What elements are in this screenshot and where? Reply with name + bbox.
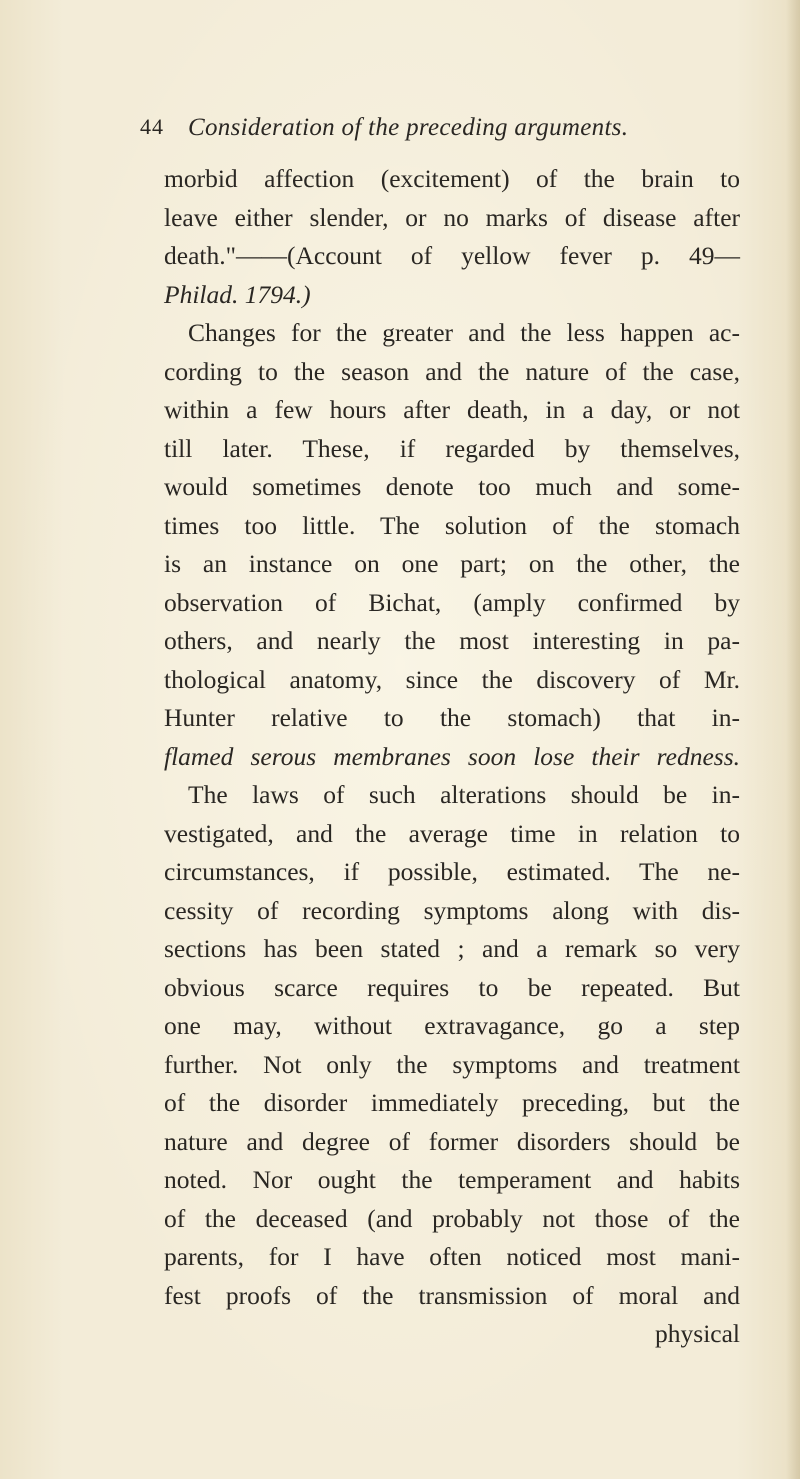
text-line: parents, for I have often noticed most mani- xyxy=(164,1242,740,1271)
text-line: Changes for the greater and the less happen ac- xyxy=(188,318,740,347)
text-line: sections has been stated ; and a remark so very xyxy=(164,934,740,963)
text-line: The laws of such alterations should be in- xyxy=(188,780,740,809)
catchword: physical xyxy=(655,1319,740,1348)
page-header xyxy=(140,114,700,154)
text-line: nature and degree of former disorders should be xyxy=(164,1126,740,1156)
text-line: cessity of recording symptoms along with dis- xyxy=(164,895,740,925)
text-line: of the disorder immediately preceding, but the xyxy=(164,1088,740,1117)
body-text xyxy=(164,160,740,1354)
text-line: leave either slender, or no marks of disease after xyxy=(164,202,740,232)
text-line: circumstances, if possible, estimated. The ne- xyxy=(164,857,740,886)
text-line: Hunter relative to the stomach) that in- xyxy=(164,703,740,732)
text-line: further. Not only the symptoms and treatment xyxy=(164,1049,740,1079)
page-edge-shadow xyxy=(786,0,800,1479)
text-line: obvious scarce requires to be repeated. But xyxy=(164,972,740,1002)
text-line: Philad. 1794.) xyxy=(164,279,311,309)
text-line: morbid affection (excitement) of the brain to xyxy=(164,164,740,193)
text-line: times too little. The solution of the stomach xyxy=(164,510,740,540)
text-line: others, and nearly the most interesting in pa- xyxy=(164,626,740,655)
page-number: 44 xyxy=(140,114,164,139)
text-line: thological anatomy, since the discovery of Mr. xyxy=(164,664,740,694)
text-line: would sometimes denote too much and some- xyxy=(164,472,740,501)
running-head: Consideration of the preceding arguments. xyxy=(188,114,629,141)
text-line: fest proofs of the transmission of moral and xyxy=(164,1280,740,1310)
text-line: one may, without extravagance, go a step xyxy=(164,1011,740,1040)
text-line: vestigated, and the average time in relation to xyxy=(164,818,740,848)
text-line: flamed serous membranes soon lose their redness. xyxy=(164,741,740,771)
text-line: noted. Nor ought the temperament and habits xyxy=(164,1165,740,1194)
text-line: death."——(Account of yellow fever p. 49— xyxy=(164,241,740,270)
text-line: cording to the season and the nature of the case, xyxy=(164,356,740,386)
text-line: observation of Bichat, (amply confirmed by xyxy=(164,587,740,617)
text-line: within a few hours after death, in a day, or not xyxy=(164,395,740,424)
text-line: is an instance on one part; on the other, the xyxy=(164,549,740,578)
text-line: of the deceased (and probably not those of the xyxy=(164,1203,740,1233)
text-line: till later. These, if regarded by themselves, xyxy=(164,433,740,463)
